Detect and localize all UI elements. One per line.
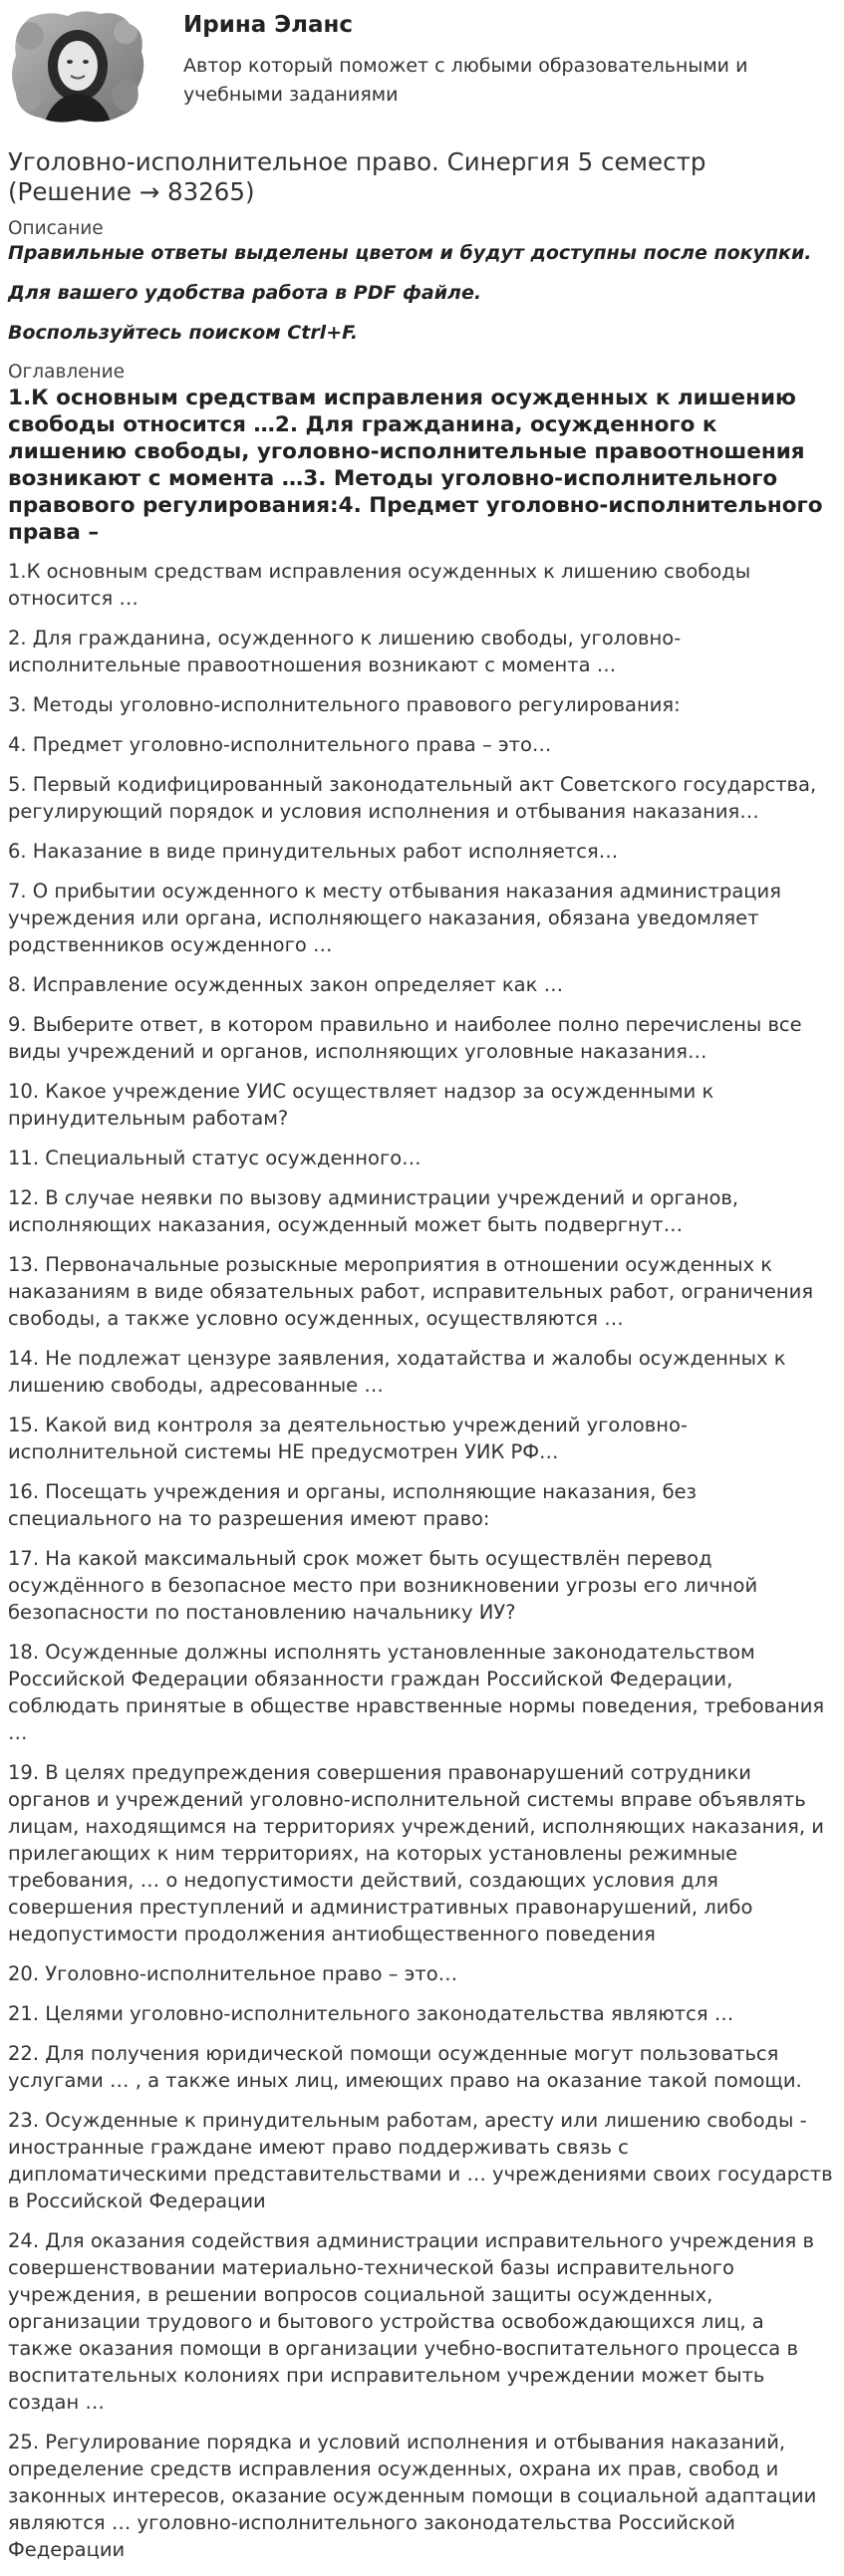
question-item: 16. Посещать учреждения и органы, исполняющие наказания, без специального на то разрешения имеют право: [8, 1480, 697, 1530]
question-item: 21. Целями уголовно-исполнительного законодательства являются … [8, 2002, 734, 2025]
question-item: 12. В случае неявки по вызову администрации учреждений и органов, исполняющих наказания, осужденный может быть подвергнут… [8, 1186, 739, 1236]
question-item: 3. Методы уголовно-исполнительного правового регулирования: [8, 693, 681, 716]
questions-list [8, 558, 833, 2563]
toc-summary: 1.К основным средствам исправления осужденных к лишению свободы относится …2. Для гражданина, осужденного к лишению свободы, уголовно-исполнительные правоотношения возникают с момента …3. Методы уголовно-исполнительного правового регулирования:4. Предмет уголовно-исполнительного права – [8, 386, 823, 545]
question-item: 5. Первый кодифицированный законодательный акт Советского государства, регулирующий порядок и условия исполнения и отбывания наказания… [8, 773, 817, 823]
author-description: Автор который поможет с любыми образовательными и учебными заданиями [183, 55, 748, 106]
author-card [8, 8, 835, 128]
question-item: 23. Осужденные к принудительным работам, аресту или лишению свободы - иностранные граждане имеют право поддерживать связь с дипломатическими представительствами и … учреждениями своих государств в Российской Федерации [8, 2109, 833, 2212]
question-item: 18. Осужденные должны исполнять установленные законодательством Российской Федерации обязанности граждан Российской Федерации, соблюдать принятые в обществе нравственные нормы поведения, требования … [8, 1641, 825, 1744]
document-content [8, 147, 833, 2576]
question-item: 2. Для гражданина, осужденного к лишению свободы, уголовно-исполнительные правоотношения возникают с момента … [8, 627, 682, 676]
page-title: Уголовно-исполнительное право. Синергия 5 семестр (Решение → 83265) [8, 147, 706, 206]
toc-label: Оглавление [8, 362, 126, 383]
author-name[interactable]: Ирина Эланс [183, 12, 354, 38]
question-item: 17. На какой максимальный срок может быть осуществлён перевод осуждённого в безопасное место при возникновении угрозы его личной безопасности по постановлению начальнику ИУ? [8, 1547, 758, 1624]
question-item: 19. В целях предупреждения совершения правонарушений сотрудники органов и учреждений уголовно-исполнительной системы вправе объявлять лицам, находящимся на территориях учреждений, исполняющих наказания, и прилегающих к ним территориях, на которых установлены режимные требования, … о недопустимости действий, создающих условия для совершения преступлений и административных правонарушений, либо недопустимости продолжения антиобщественного поведения [8, 1761, 824, 1945]
question-item: 25. Регулирование порядка и условий исполнения и отбывания наказаний, определение средств исправления осужденных, охрана их прав, свобод и законных интересов, оказание осужденным помощи в социальной адаптации являются … уголовно-исполнительного законодательства Российской Федерации [8, 2431, 817, 2561]
description-label: Описание [8, 218, 104, 239]
description-line: Правильные ответы выделены цветом и будут доступны после покупки. [8, 242, 812, 264]
question-item: 4. Предмет уголовно-исполнительного права – это… [8, 733, 552, 756]
question-item: 22. Для получения юридической помощи осужденные могут пользоваться услугами … , а также иных лиц, имеющих право на оказание такой помощи. [8, 2042, 802, 2092]
question-item: 9. Выберите ответ, в котором правильно и наиболее полно перечислены все виды учреждений и органов, исполняющих уголовные наказания… [8, 1013, 802, 1063]
question-item: 13. Первоначальные розыскные мероприятия в отношении осужденных к наказаниям в виде обязательных работ, исправительных работ, ограничения свободы, а также условно осужденных, осуществляются … [8, 1253, 814, 1330]
avatar-icon[interactable] [8, 8, 147, 126]
question-item: 6. Наказание в виде принудительных работ исполняется… [8, 840, 619, 863]
question-item: 8. Исправление осужденных закон определяет как … [8, 973, 564, 996]
question-item: 7. О прибытии осужденного к месту отбывания наказания администрация учреждения или органа, исполняющего наказания, обязана уведомляет родственников осужденного … [8, 880, 781, 956]
description-line: Воспользуйтесь поиском Ctrl+F. [8, 322, 359, 344]
question-item: 14. Не подлежат цензуре заявления, ходатайства и жалобы осужденных к лишению свободы, адресованные … [8, 1347, 786, 1397]
question-item: 11. Специальный статус осужденного… [8, 1147, 422, 1169]
description-line: Для вашего удобства работа в PDF файле. [8, 282, 482, 304]
question-item: 15. Какой вид контроля за деятельностью учреждений уголовно-исполнительной системы НЕ предусмотрен УИК РФ… [8, 1414, 688, 1463]
question-item: 10. Какое учреждение УИС осуществляет надзор за осужденными к принудительным работам? [8, 1080, 714, 1130]
question-item: 20. Уголовно-исполнительное право – это… [8, 1962, 458, 1985]
question-item: 1.К основным средствам исправления осужденных к лишению свободы относится … [8, 560, 751, 610]
question-item: 24. Для оказания содействия администрации исправительного учреждения в совершенствовании материально-технической базы исправительного учреждения, в решении вопросов социальной защиты осужденных, организации трудового и бытового устройства освобождающихся лиц, а также оказания помощи в организации учебно-воспитательного процесса в воспитательных колониях при исправительном учреждении может быть создан … [8, 2229, 814, 2414]
